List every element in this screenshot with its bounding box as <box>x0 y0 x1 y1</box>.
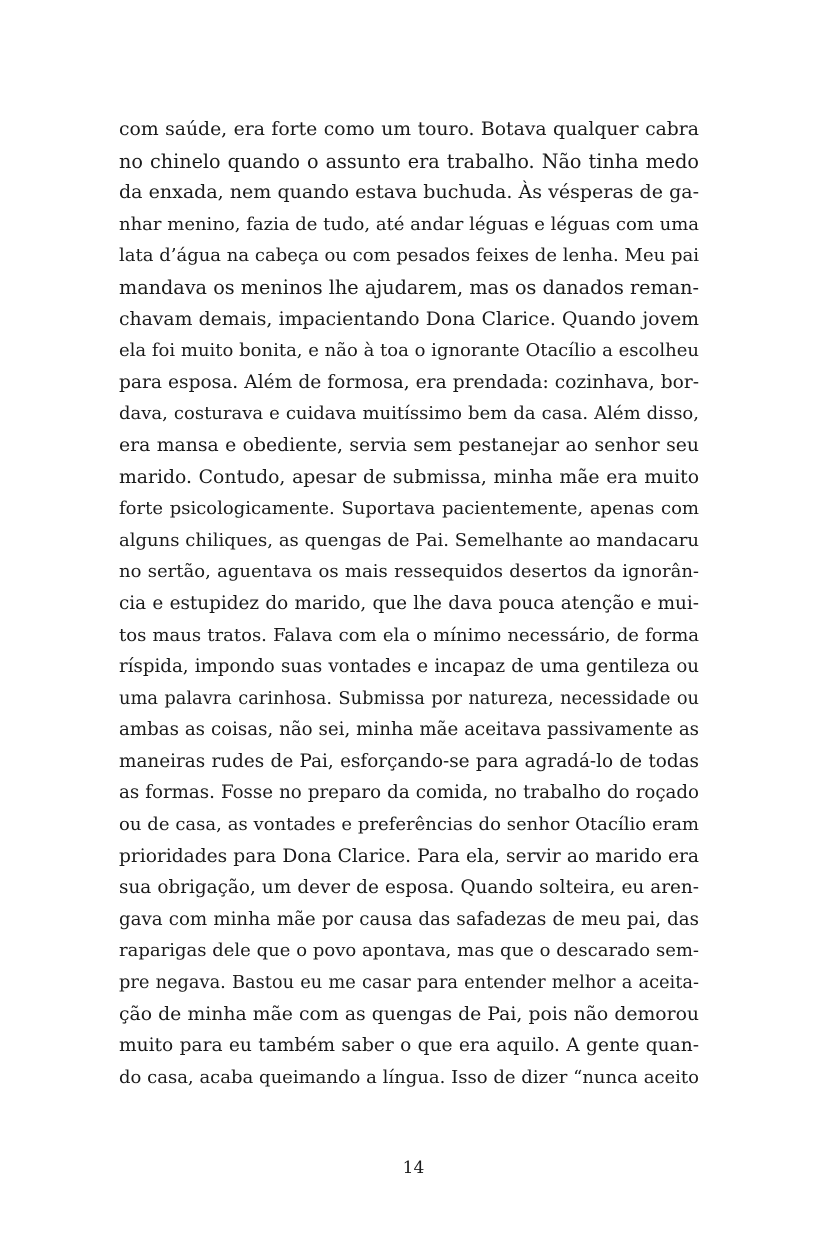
text-line: ou de casa, as vontades e preferências do senhor Otacílio eram <box>119 814 699 836</box>
text-line: com saúde, era forte como um touro. Botava qualquer cabra <box>119 119 699 140</box>
text-line: no chinelo quando o assunto era trabalho. Não tinha medo <box>119 149 699 173</box>
text-line: raparigas dele que o povo apontava, mas que o descarado sem- <box>119 940 699 962</box>
text-line: mandava os meninos lhe ajudarem, mas os danados reman- <box>119 275 699 299</box>
body-text <box>119 114 699 1093</box>
text-line: sua obrigação, um dever de esposa. Quando solteira, eu aren- <box>119 877 699 899</box>
text-line: ríspida, impondo suas vontades e incapaz de uma gentileza ou <box>119 656 699 678</box>
text-line: alguns chiliques, as quengas de Pai. Semelhante ao mandacaru <box>119 529 699 551</box>
text-line: ção de minha mãe com as quengas de Pai, pois não demorou <box>119 1003 699 1025</box>
text-line: era mansa e obediente, servia sem pestanejar ao senhor seu <box>119 434 699 456</box>
text-line: muito para eu também saber o que era aquilo. A gente quan- <box>119 1035 699 1057</box>
text-line: prioridades para Dona Clarice. Para ela, servir ao marido era <box>119 845 699 867</box>
text-line: cia e estupidez do marido, que lhe dava pouca atenção e mui- <box>119 592 699 614</box>
text-line: lata d’água na cabeça ou com pesados feixes de lenha. Meu pai <box>119 245 699 267</box>
text-line: uma palavra carinhosa. Submissa por natureza, necessidade ou <box>119 687 699 709</box>
text-line: tos maus tratos. Falava com ela o mínimo necessário, de forma <box>119 624 699 646</box>
text-line: forte psicologicamente. Suportava pacientemente, apenas com <box>119 498 699 520</box>
text-line: gava com minha mãe por causa das safadezas de meu pai, das <box>119 908 699 930</box>
text-line: pre negava. Bastou eu me casar para entender melhor a aceita- <box>119 972 699 994</box>
text-line: maneiras rudes de Pai, esforçando-se para agradá-lo de todas <box>119 750 699 772</box>
text-line: chavam demais, impacientando Dona Clarice. Quando jovem <box>119 308 699 330</box>
text-line: nhar menino, fazia de tudo, até andar léguas e léguas com uma <box>119 213 699 235</box>
text-line: do casa, acaba queimando a língua. Isso de dizer “nunca aceito <box>119 1066 699 1088</box>
text-line: da enxada, nem quando estava buchuda. Às vésperas de ga- <box>119 181 699 204</box>
text-line: ambas as coisas, não sei, minha mãe aceitava passivamente as <box>119 719 699 741</box>
page-number: 14 <box>402 1158 425 1178</box>
text-line: no sertão, aguentava os mais ressequidos desertos da ignorân- <box>119 561 699 583</box>
text-line: dava, costurava e cuidava muitíssimo bem da casa. Além disso, <box>119 403 699 425</box>
text-line: as formas. Fosse no preparo da comida, no trabalho do roçado <box>119 782 699 804</box>
text-line: marido. Contudo, apesar de submissa, minha mãe era muito <box>119 466 699 488</box>
text-line: para esposa. Além de formosa, era prendada: cozinhava, bor- <box>119 371 699 393</box>
text-line: ela foi muito bonita, e não à toa o ignorante Otacílio a escolheu <box>119 340 699 362</box>
